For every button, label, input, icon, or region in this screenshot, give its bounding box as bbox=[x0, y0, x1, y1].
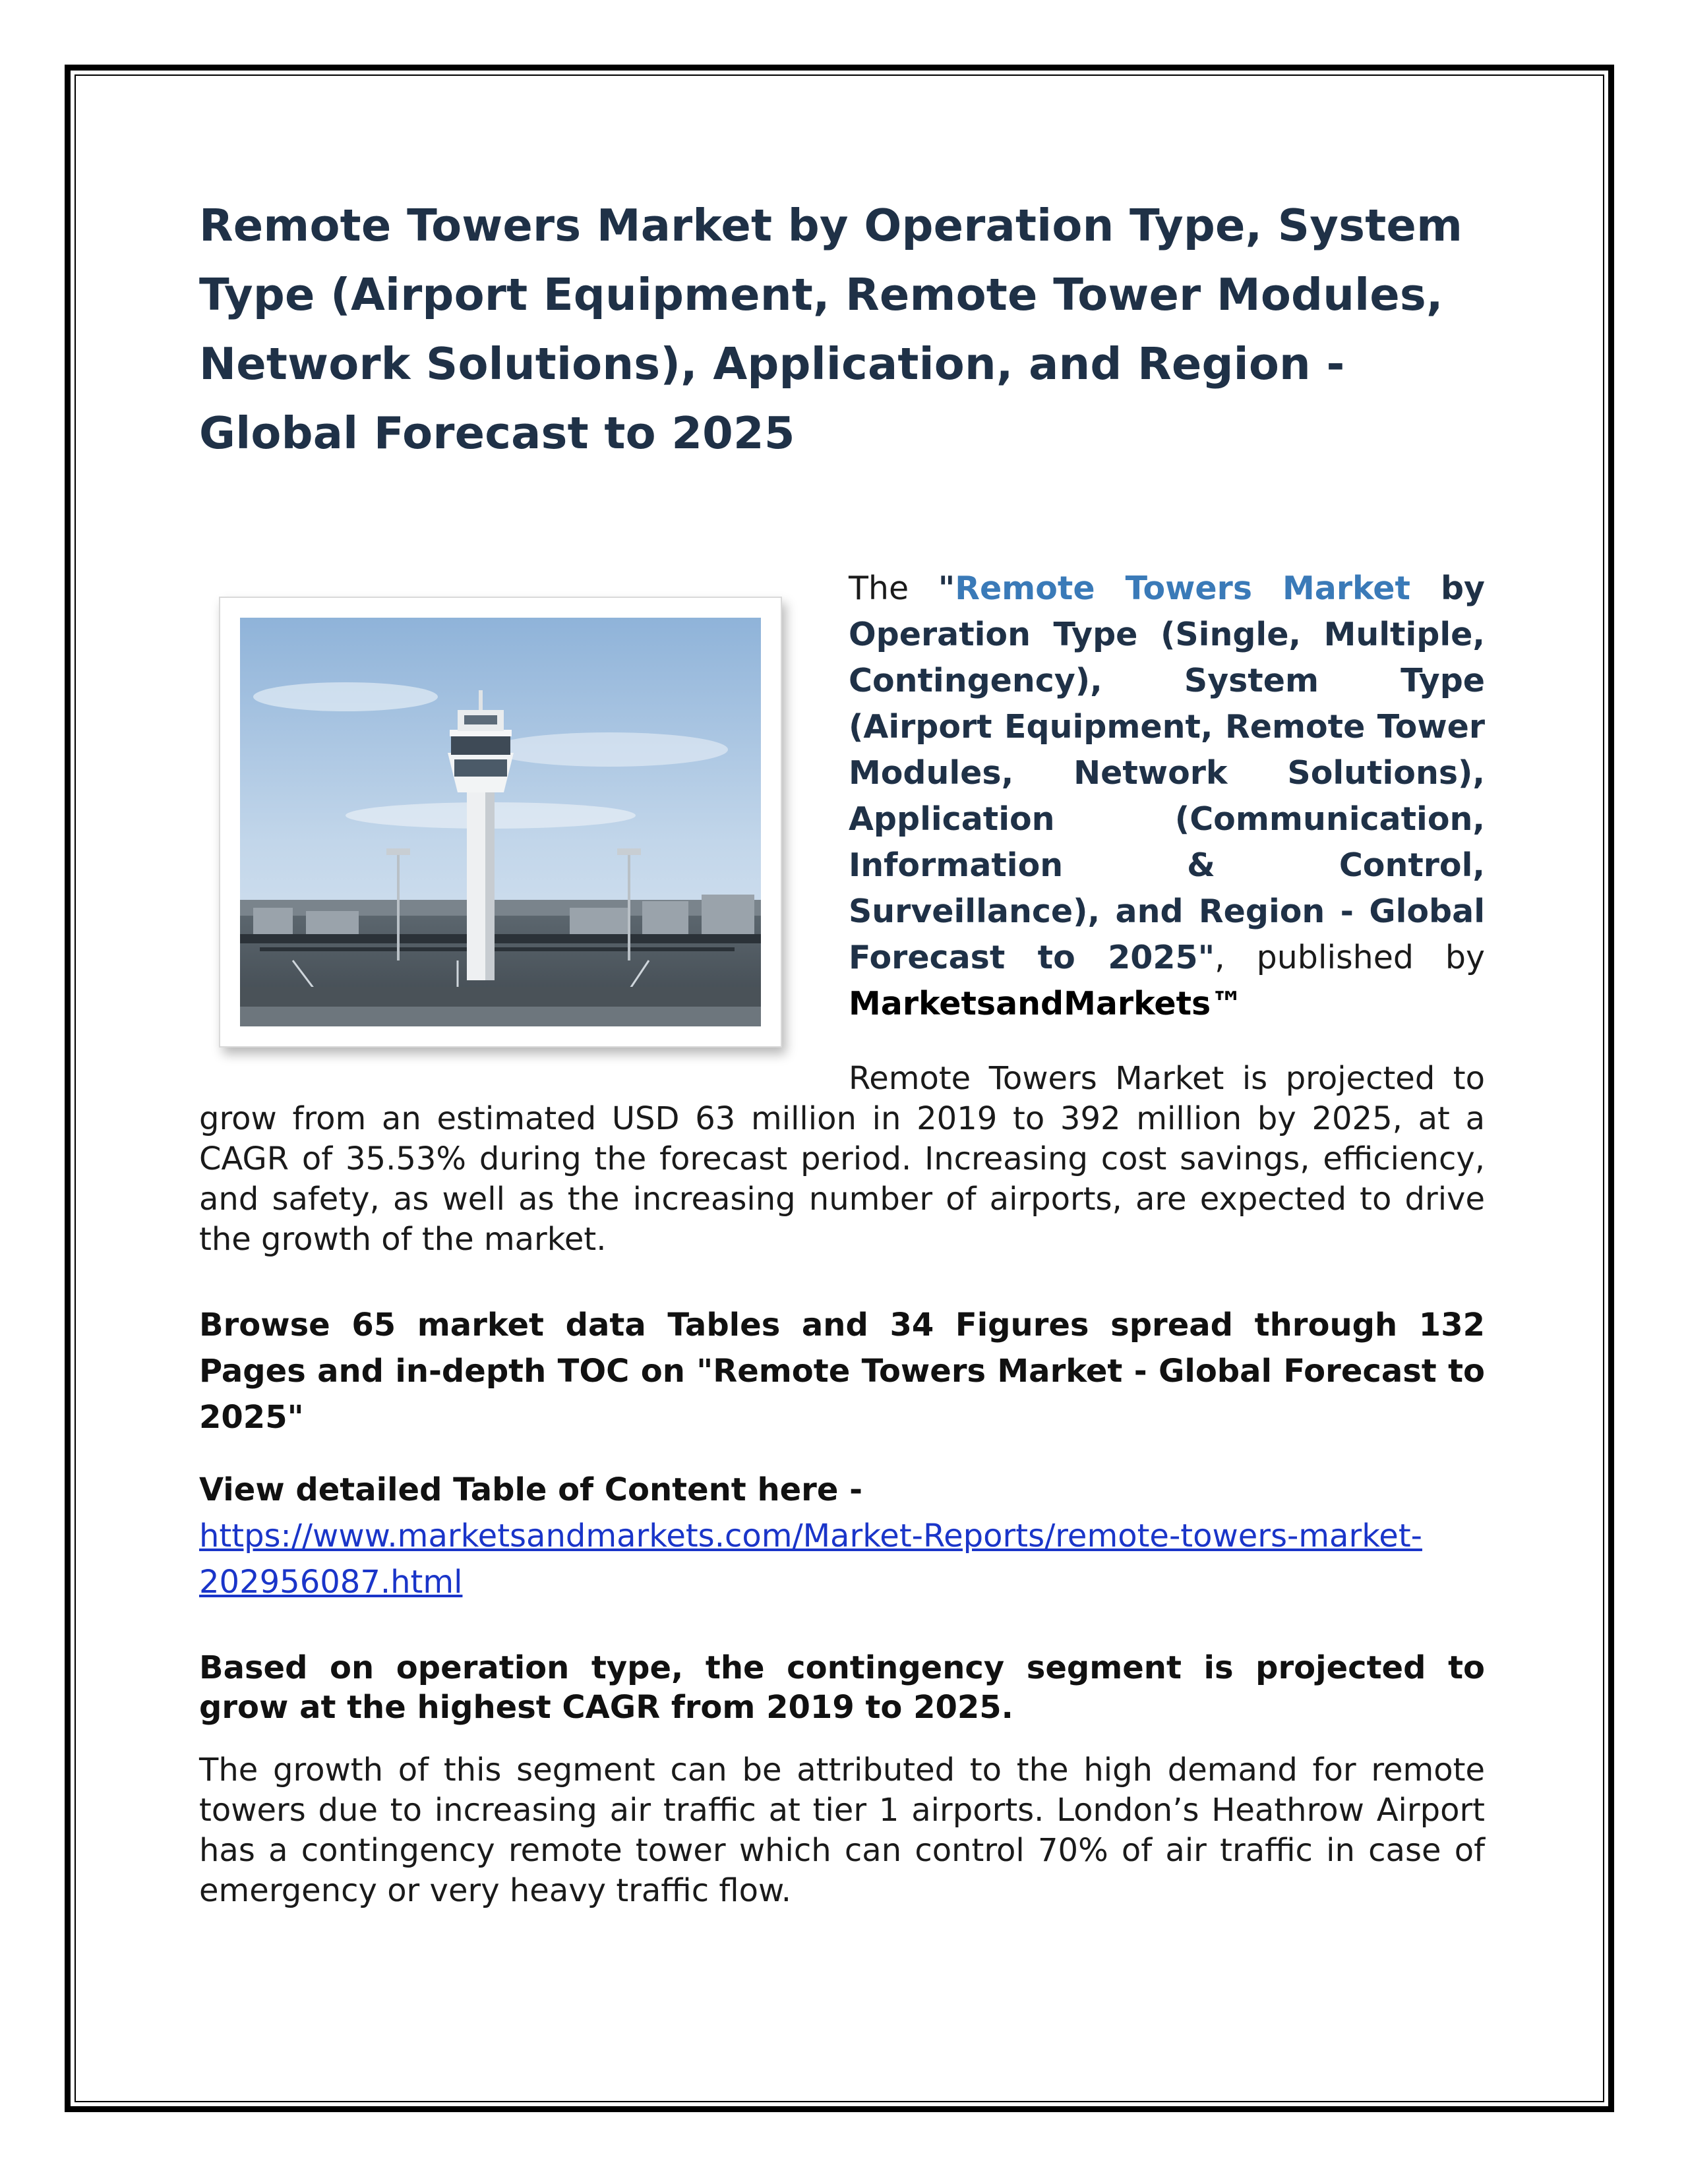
document-title: Remote Towers Market by Operation Type, System Type (Airport Equipment, Remote Tower Modules, Network Solutions), Application, and Region - Global Forecast to 2025 bbox=[199, 200, 1463, 459]
operation-type-heading: Based on operation type, the contingency segment is projected to grow at the highest CAGR from 2019 to 2025. bbox=[199, 1649, 1485, 1726]
browse-reports-text: Browse 65 market data Tables and 34 Figures spread through 132 Pages and in-depth TOC on "Remote Towers Market - Global Forecast to 2025" bbox=[199, 1307, 1485, 1436]
intro-paragraph bbox=[849, 566, 1485, 1027]
intro-prefix: The bbox=[849, 570, 938, 607]
publisher-brand: MarketsandMarkets™ bbox=[849, 985, 1244, 1022]
airport-tower-photo bbox=[219, 597, 782, 1048]
intro-report-name: by Operation Type (Single, Multiple, Contingency), System Type (Airport Equipment, Remote Tower Modules, Network Solutions), Application (Communication, Information & Control, Surveillance), and Region - Global Forecast to 2025" bbox=[849, 570, 1485, 976]
intro-quote-open: " bbox=[938, 570, 955, 607]
remote-towers-market-link[interactable]: Remote Towers Market bbox=[955, 570, 1410, 607]
toc-label: View detailed Table of Content here - bbox=[199, 1471, 863, 1508]
operation-type-paragraph: The growth of this segment can be attributed to the high demand for remote towers due to increasing air traffic at tier 1 airports. London’s Heathrow Airport has a contingency remote tower which can control 70% of air traffic in case of emergency or very heavy traffic flow. bbox=[199, 1752, 1485, 1909]
control-tower-image bbox=[240, 618, 761, 1026]
toc-link[interactable]: https://www.marketsandmarkets.com/Market-Reports/remote-towers-market-202956087.html bbox=[199, 1518, 1422, 1601]
market-summary-paragraph: Remote Towers Market is projected to grow from an estimated USD 63 million in 2019 to 392 million by 2025, at a CAGR of 35.53% during the forecast period. Increasing cost savings, efficiency, and safety, as well as the increasing number of airports, are expected to drive the growth of the market. bbox=[199, 1060, 1485, 1258]
intro-published-by: , published by bbox=[1215, 939, 1486, 976]
